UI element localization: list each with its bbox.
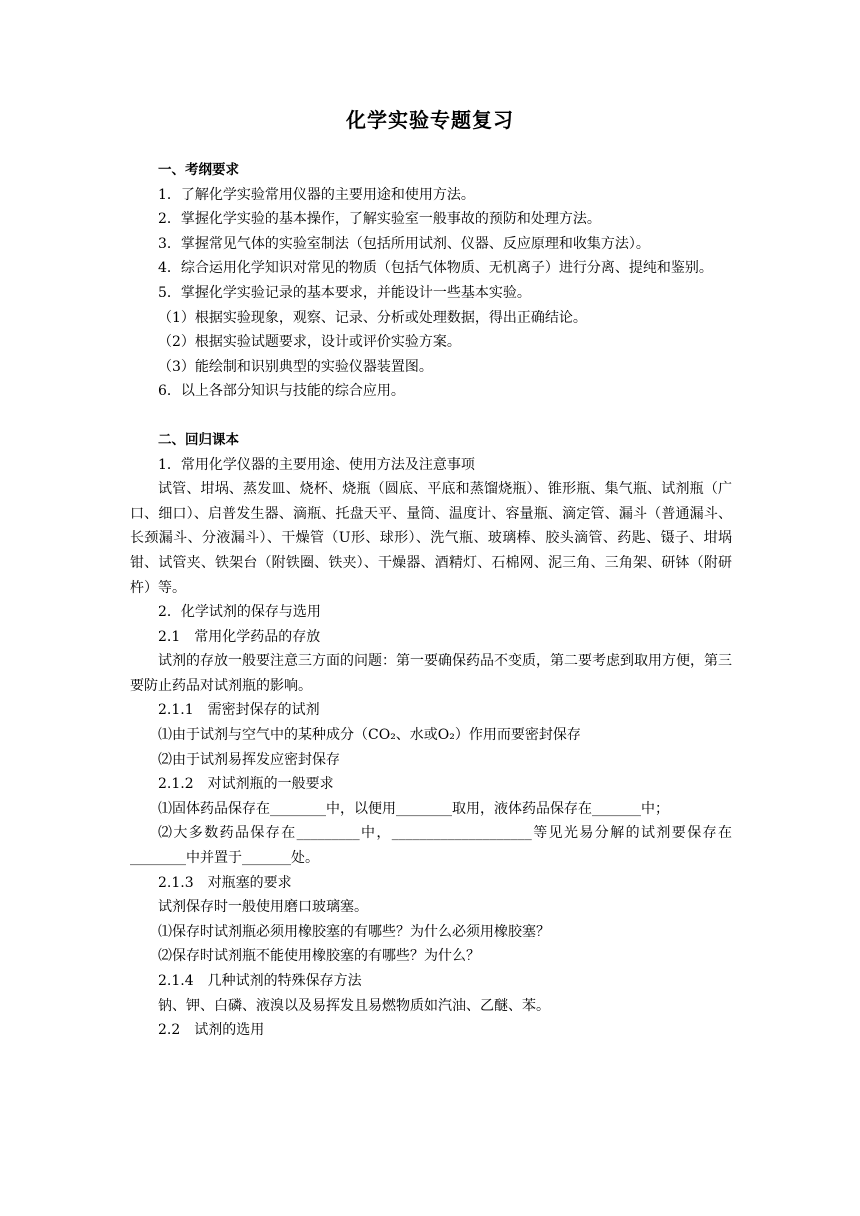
document-title: 化学实验专题复习 <box>346 108 514 132</box>
section1-item: （3）能绘制和识别典型的实验仪器装置图。 <box>158 358 433 375</box>
section2-item: 2.1.2 对试剂瓶的一般要求 <box>158 776 334 793</box>
section2-item: 试管、坩埚、蒸发皿、烧杯、烧瓶（圆底、平底和蒸馏烧瓶）、锥形瓶、集气瓶、试剂瓶（广口、细口）、启普发生器、滴瓶、托盘天平、量筒、温度计、容量瓶、滴定管、漏斗（普通漏斗、长颈漏斗、分液漏斗）、干燥管（U形、球形）、洗气瓶、玻璃棒、胶头滴管、药匙、镊子、坩埚钳、试管夹、铁架台（附铁圈、铁夹）、干燥器、酒精灯、石棉网、泥三角、三角架、研钵（附研杵）等。 <box>130 481 732 596</box>
section2-item: ⑵保存时试剂瓶不能使用橡胶塞的有哪些？为什么？ <box>158 948 480 965</box>
section2-item: 2．化学试剂的保存与选用 <box>158 604 321 621</box>
section1-heading: 一、考纲要求 <box>158 162 239 178</box>
section2-item: 2.1.1 需密封保存的试剂 <box>158 702 320 719</box>
section1-item: 2．掌握化学实验的基本操作，了解实验室一般事故的预防和处理方法。 <box>158 211 601 228</box>
section1-item: 4．综合运用化学知识对常见的物质（包括气体物质、无机离子）进行分离、提纯和鉴别。 <box>158 260 713 277</box>
section2-item: ⑴保存时试剂瓶必须用橡胶塞的有哪些？为什么必须用橡胶塞？ <box>158 923 550 940</box>
section2-item: 2.1.4 几种试剂的特殊保存方法 <box>158 973 362 989</box>
section2-item: 2.1 常用化学药品的存放 <box>158 628 321 645</box>
section2-item: 试剂的存放一般要注意三方面的问题：第一要确保药品不变质，第二要考虑到取用方便，第三要防止药品对试剂瓶的影响。 <box>130 653 732 694</box>
section2-item: ⑵大多数药品保存在_________中，____________________等见光易分解的试剂要保存在________中并置于_______处。 <box>130 825 732 867</box>
section1-item: 5．掌握化学实验记录的基本要求，并能设计一些基本实验。 <box>158 284 531 301</box>
section1-item: 1．了解化学实验常用仪器的主要用途和使用方法。 <box>158 186 475 203</box>
section2-item: 2.1.3 对瓶塞的要求 <box>158 874 292 891</box>
section2-item: ⑵由于试剂易挥发应密封保存 <box>158 751 340 768</box>
section2-item: 2.2 试剂的选用 <box>158 1022 265 1039</box>
section2-item: 钠、钾、白磷、液溴以及易挥发且易燃物质如汽油、乙醚、苯。 <box>158 997 550 1014</box>
section1-item: 3．掌握常见气体的实验室制法（包括所用试剂、仪器、反应原理和收集方法）。 <box>158 235 650 252</box>
section1-item: （1）根据实验现象，观察、记录、分析或处理数据，得出正确结论。 <box>158 309 587 326</box>
section2-heading: 二、回归课本 <box>158 431 239 448</box>
document-body <box>130 158 732 1043</box>
section2-item: ⑴由于试剂与空气中的某种成分（CO₂、水或O₂）作用而要密封保存 <box>158 727 581 744</box>
section1-item: （2）根据实验试题要求，设计或评价实验方案。 <box>158 334 461 351</box>
section2-item: 试剂保存时一般使用磨口玻璃塞。 <box>158 899 368 916</box>
section2-item: 1．常用化学仪器的主要用途、使用方法及注意事项 <box>158 456 475 473</box>
section1-item: 6．以上各部分知识与技能的综合应用。 <box>158 383 405 400</box>
section-spacer <box>130 404 732 428</box>
section2-item: ⑴固体药品保存在________中，以便用________取用，液体药品保存在_______中； <box>158 800 669 817</box>
